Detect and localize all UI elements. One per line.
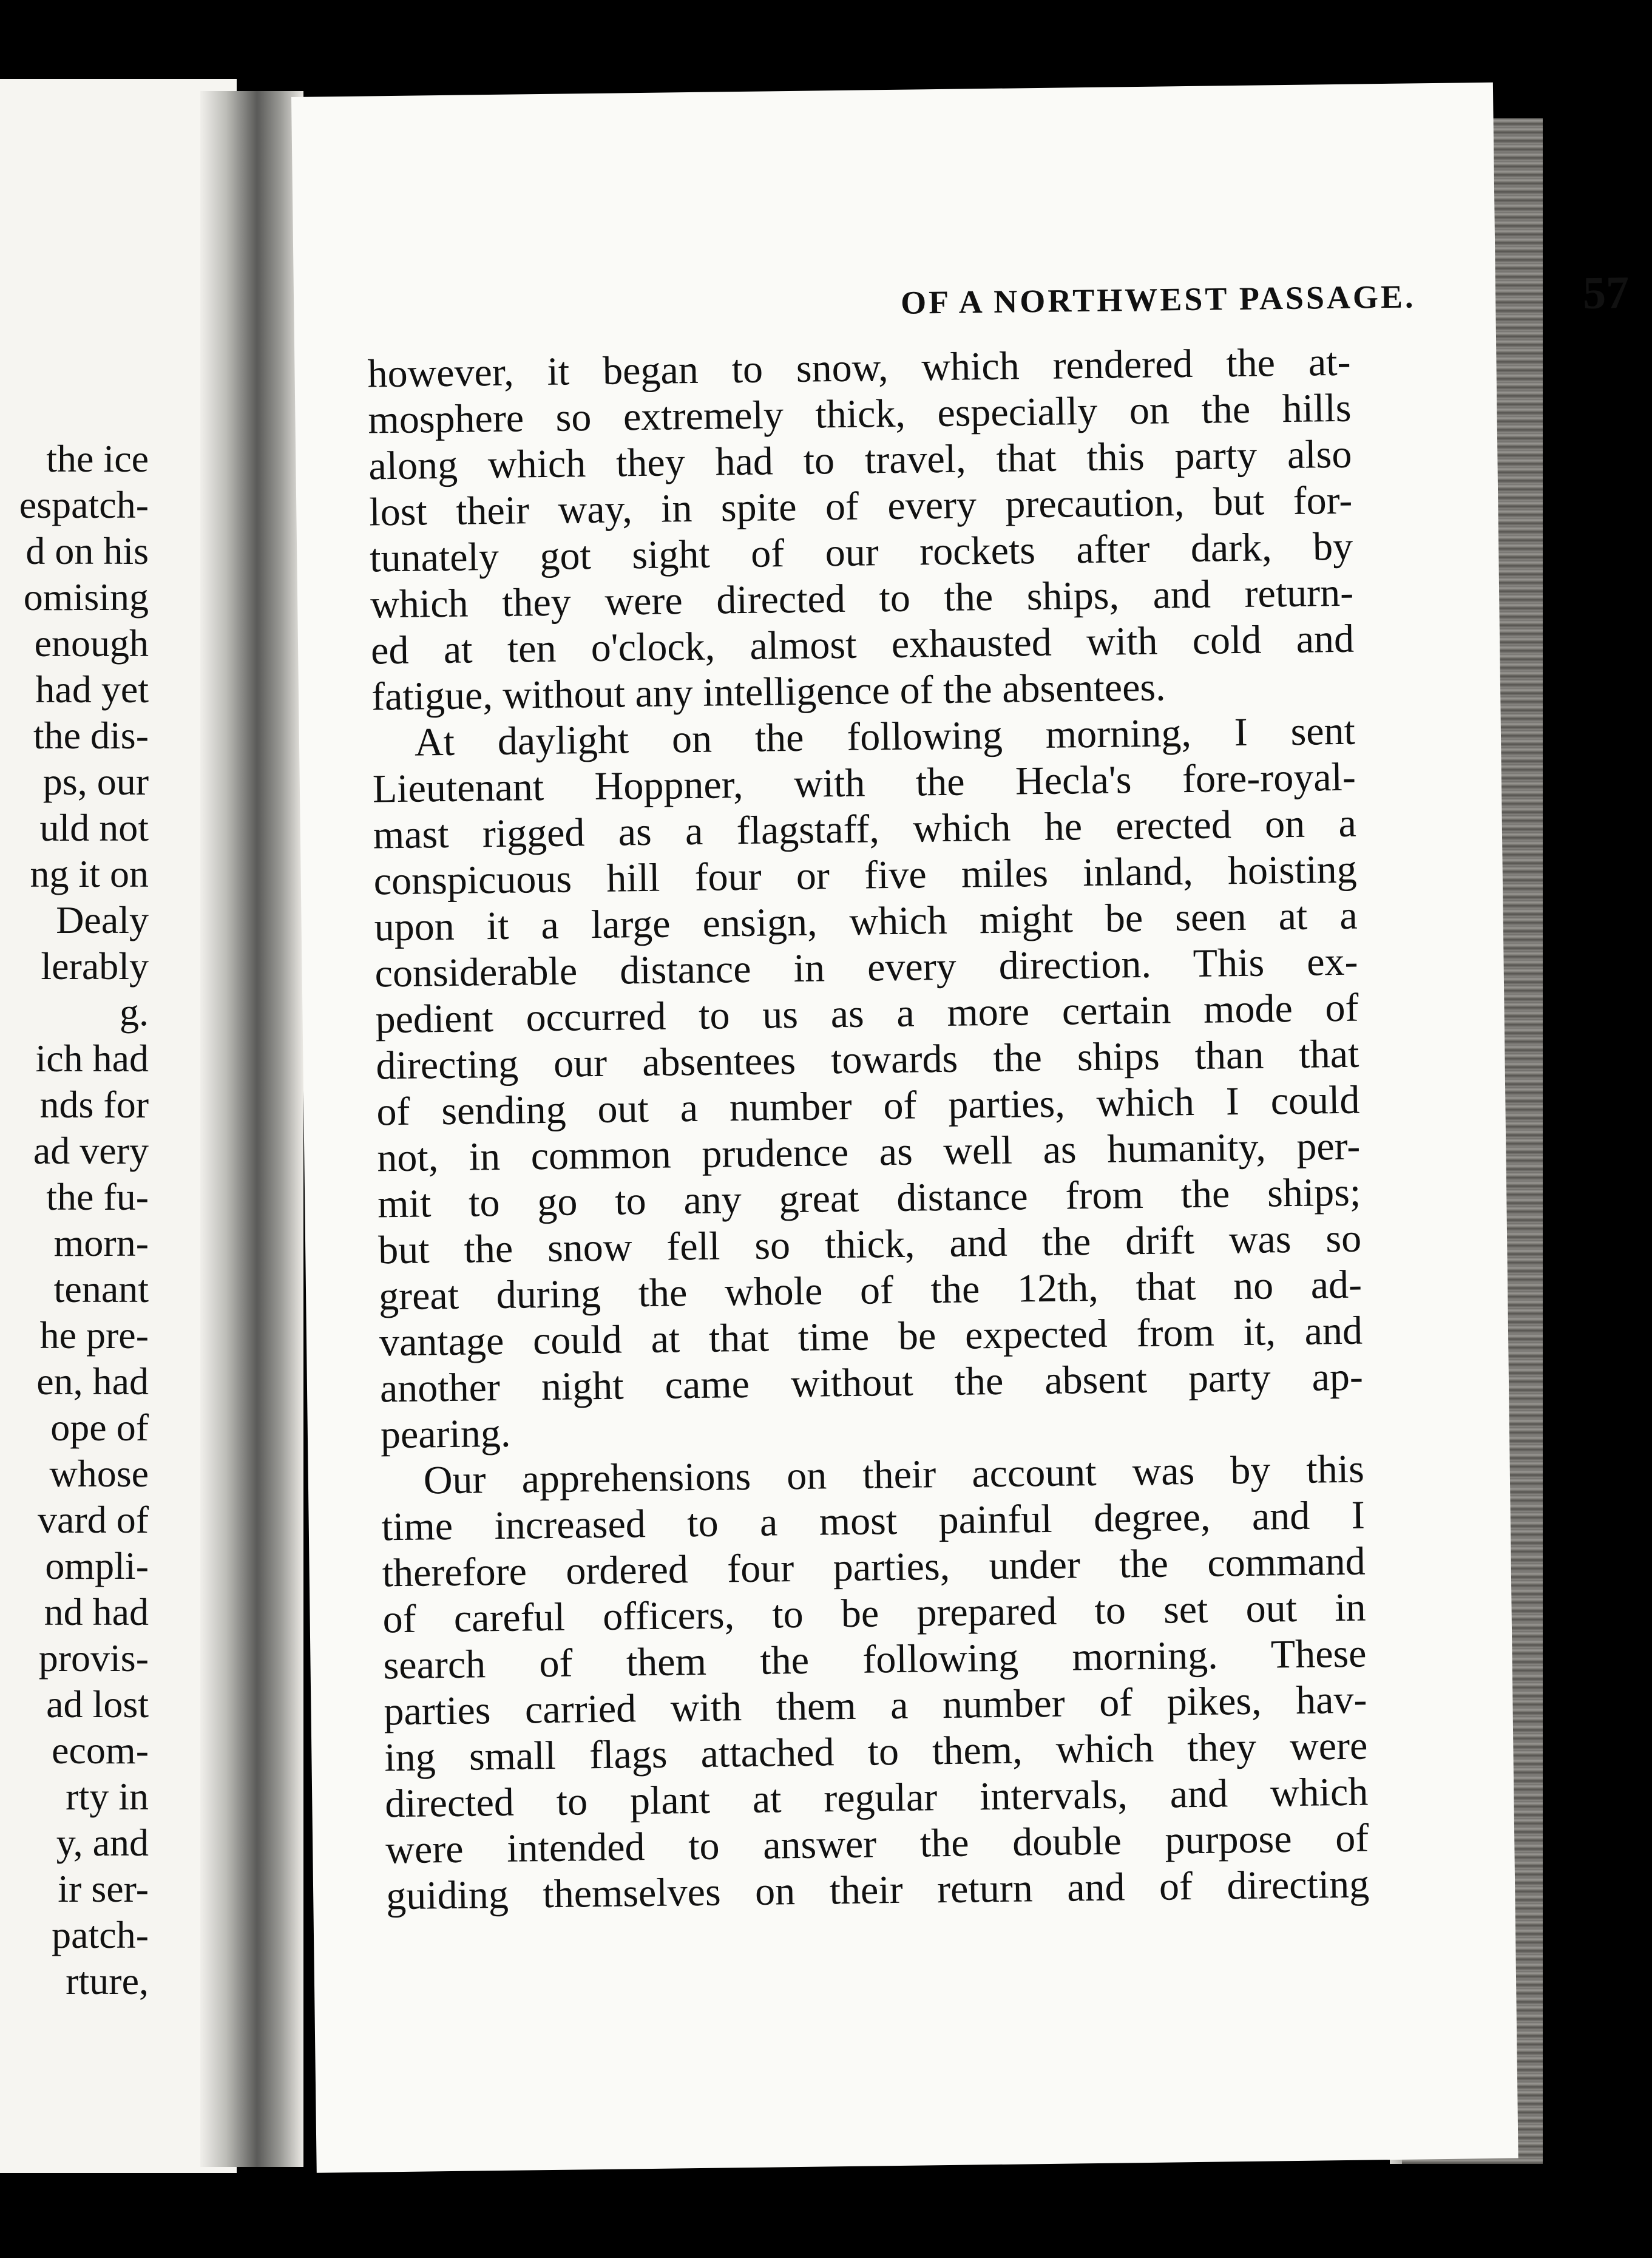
text-line: guiding themselves on their return and of directing [385,1862,1370,1919]
text-line: therefore ordered four parties, under the command [382,1539,1366,1596]
left-line: y, and [56,1821,149,1864]
left-line: Dealy [56,898,149,941]
right-page [291,83,1630,2173]
left-line: ir ser- [58,1867,149,1910]
text-line: of sending out a number of parties, which I could [376,1077,1360,1134]
text-line: of careful officers, to be prepared to set out in [382,1585,1366,1642]
running-title: OF A NORTHWEST PASSAGE. [900,278,1416,321]
left-line: lerably [41,944,149,988]
left-line: provis- [38,1636,149,1680]
left-line: rty in [66,1775,149,1818]
left-line: ompli- [45,1544,149,1587]
left-line: ps, our [42,760,149,803]
left-line: espatch- [19,483,149,526]
text-line: directing our absentees towards the ships than that [376,1031,1359,1088]
text-line: time increased to a most painful degree, and I [381,1493,1366,1550]
text-line: mosphere so extremely thick, especially on the hills [368,385,1352,442]
left-line: ad lost [46,1683,149,1726]
left-line: the fu- [46,1175,149,1218]
text-line: upon it a large ensign, which might be seen at a [374,893,1358,950]
text-line: tunately got sight of our rockets after dark, by [369,524,1353,581]
text-line: parties carried with them a number of pikes, hav- [384,1677,1367,1734]
page-gutter [200,91,303,2167]
left-line: ad very [33,1129,149,1172]
left-line: d on his [25,529,149,572]
left-line: vard of [37,1498,149,1541]
text-line: search of them the following morning. These [383,1631,1367,1688]
left-line: the ice [46,437,149,480]
page-number: 57 [1582,267,1630,319]
text-line: great during the whole of the 12th, that no ad- [378,1262,1363,1319]
left-page-text [19,436,149,2004]
left-line: morn- [53,1221,149,1264]
text-line: however, it began to snow, which rendered the at- [367,339,1351,396]
text-line: another night came without the absent party ap- [379,1354,1364,1411]
left-line: had yet [35,668,149,711]
left-line: rture, [66,1959,149,2002]
text-line: not, in common prudence as well as humanity, per- [376,1124,1361,1181]
running-head [609,267,1630,321]
left-line: he pre- [39,1314,149,1357]
left-line: ng it on [30,852,149,895]
left-line: en, had [36,1360,149,1403]
text-line: At daylight on the following morning, I sent [414,708,1356,765]
left-line: ecom- [52,1729,149,1772]
left-line: patch- [52,1913,149,1956]
text-line: mit to go to any great distance from the ships; [377,1170,1361,1227]
left-line: the dis- [33,714,149,757]
text-line: along which they had to travel, that this party also [368,432,1352,489]
text-line: fatigue, without any intelligence of the absentees. [371,665,1166,719]
text-line: which they were directed to the ships, and return- [370,570,1354,627]
left-line: g. [120,991,149,1034]
text-line: conspicuous hill four or five miles inland, hoisting [373,847,1358,904]
left-line: nds for [39,1083,149,1126]
text-line: Our apprehensions on their account was by this [423,1446,1365,1503]
text-line: directed to plant at regular intervals, and which [384,1769,1369,1826]
text-line: pedient occurred to us as a more certain mode of [375,985,1359,1042]
left-line: enough [34,622,149,665]
text-line: but the snow fell so thick, and the drift was so [377,1216,1362,1273]
left-line: tenant [53,1267,149,1310]
body-text [367,339,1369,1920]
text-line: ing small flags attached to them, which they were [384,1723,1368,1780]
left-line: whose [49,1452,149,1495]
text-line: vantage could at that time be expected from it, and [379,1308,1363,1365]
left-line: uld not [39,806,149,849]
text-line: were intended to answer the double purpose of [385,1816,1369,1873]
text-line: lost their way, in spite of every precaution, but for- [368,478,1353,535]
text-line: Lieutenant Hoppner, with the Hecla's fore-royal- [372,754,1356,812]
left-line: omising [23,575,149,619]
text-line: mast rigged as a flagstaff, which he erected on a [373,801,1357,858]
left-line: ich had [35,1037,149,1080]
left-line: ope of [50,1406,149,1449]
left-line: nd had [44,1590,149,1633]
text-line: ed at ten o'clock, almost exhausted with cold and [370,616,1355,673]
text-line: considerable distance in every direction. This ex- [374,939,1358,996]
text-line: pearing. [380,1411,511,1457]
